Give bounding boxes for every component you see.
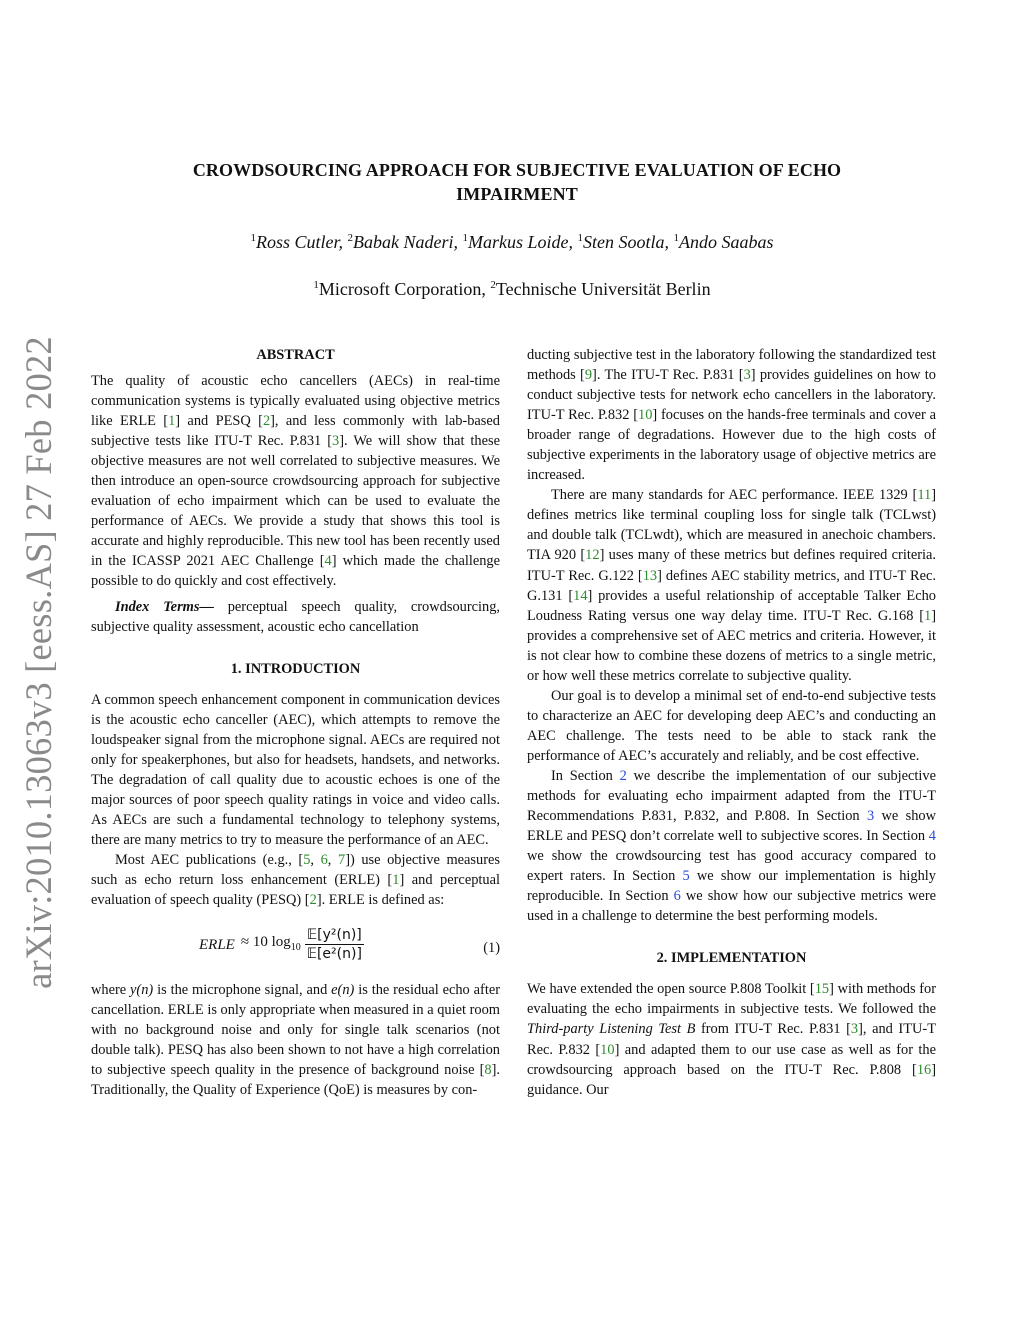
citation-link[interactable]: 1 — [392, 872, 400, 889]
paragraph: ducting subjective test in the laboratory following the standardized test methods [9]. The ITU-T Rec. P.831 [3] provides guidelines on how to conduct subjective tests for network echo cancellers in the laboratory. ITU-T Rec. P.832 [10] focuses on the hands-free terminals and cover a broader range of degradations. However due to the high costs of subjective experiments in the laboratory usage of objective metrics are increased. — [527, 347, 936, 484]
section-heading-introduction: 1. INTRODUCTION — [230, 660, 361, 677]
title-line: CROWDSOURCING APPROACH FOR SUBJECTIVE EVALUATION OF ECHO — [192, 160, 842, 180]
index-terms: Index Terms— perceptual speech quality, crowdsourcing, subjective quality assessment, acoustic echo cancellation — [91, 598, 501, 635]
paragraph: We have extended the open source P.808 Toolkit [15] with methods for evaluating the echo impairments in subjective tests. We followed the Third-party Listening Test B from ITU-T Rec. P.831 [3], and ITU-T Rec. P.832 [10] and adapted them to our use case as well as for the crowdsourcing approach based on the ITU-T Rec. P.808 [16] guidance. Our — [527, 981, 936, 1098]
citation-link[interactable]: 4 — [324, 553, 332, 570]
abstract-text: The quality of acoustic echo cancellers (AECs) in real-time communication systems is typically evaluated using objective metrics like ERLE [1] and PESQ [2], and less commonly with lab-based subjective tests like ITU-T Rec. P.831 [3]. We will show that these objective measures are not well correlated to subjective measures. We then introduce an open-source crowdsourcing approach for subjective evaluation of echo impairment which can be used to evaluate the performance of AECs. We provide a study that shows this tool is accurate and highly reproducible. This new tool has been recently used in the ICASSP 2021 AEC Challenge [4] which made the challenge possible to do quickly and cost effectively. — [91, 373, 500, 590]
citation-link[interactable]: 10 — [638, 407, 653, 424]
citation-link[interactable]: 11 — [917, 487, 932, 504]
paper-title — [120, 158, 914, 206]
section-link[interactable]: 2 — [619, 767, 627, 784]
citation-link[interactable]: 5 — [303, 851, 311, 868]
section-link[interactable]: 3 — [866, 808, 875, 825]
arxiv-identifier-stamp — [12, 336, 64, 989]
citation-link[interactable]: 3 — [850, 1021, 859, 1038]
citation-link[interactable]: 16 — [916, 1061, 932, 1078]
citation-link[interactable]: 2 — [309, 892, 317, 909]
author-name: Ross Cutler, — [255, 232, 343, 252]
section-heading-implementation: 2. IMPLEMENTATION — [656, 950, 807, 967]
affiliation-marker: 1 — [313, 279, 319, 291]
equation-lhs: ERLE — [199, 936, 235, 953]
citation-link[interactable]: 15 — [814, 981, 830, 998]
citation-link[interactable]: 6 — [320, 851, 328, 868]
citation-link[interactable]: 10 — [600, 1041, 615, 1058]
author-list — [100, 231, 924, 253]
right-column — [527, 345, 936, 1100]
citation-link[interactable]: 3 — [743, 367, 751, 384]
author-name: Sten Sootla, — [583, 232, 669, 252]
paragraph: where y(n) is the microphone signal, and e(n) is the residual echo after cancellation. ERLE is only appropriate when measured in a quiet room with no background noise and only for single talk scenarios (not double talk). PESQ has also been shown to not have a high correlation to subjective speech quality in the presence of background noise [8]. Traditionally, the Quality of Experience (QoE) is measures by con- — [91, 982, 500, 1099]
italic-phrase: Third-party Listening Test B — [527, 1021, 696, 1038]
citation-link[interactable]: 7 — [337, 851, 346, 868]
paragraph: Most AEC publications (e.g., [5, 6, 7]) use objective measures such as echo return loss enhancement (ERLE) [1] and perceptual evaluation of speech quality (PESQ) [2]. ERLE is defined as: — [91, 851, 500, 909]
paragraph: A common speech enhancement component in communication devices is the acoustic echo canceller (AEC), which attempts to remove the loudspeaker signal from the microphone signal. AECs are required not only for speakerphones, but also for headsets, handsets, and networks. The degradation of call quality due to acoustic echoes is one of the major sources of poor speech quality ratings in voice and video calls. As AECs are such a fundamental technology to telephony systems, there are many metrics to try to measure the performance of an AEC. — [91, 691, 500, 848]
citation-link[interactable]: 1 — [168, 413, 176, 430]
paragraph: In Section 2 we describe the implementation of our subjective methods for evaluating echo impairment adapted from the ITU-T Recommendations P.831, P.832, and P.808. In Section 3 we show ERLE and PESQ don’t correlate well to subjective scores. In Section 4 we show the crowdsourcing test has good accuracy compared to expert raters. In Section 5 we show our implementation is highly reproducible. In Section 6 we show how our subjective metrics were used in a challenge to determine the best performing models. — [527, 767, 936, 925]
affiliation-marker: 2 — [490, 279, 496, 291]
abstract-heading: ABSTRACT — [256, 347, 335, 363]
equation-denominator: 𝔼[e²(n)] — [306, 946, 362, 963]
index-terms-label: Index Terms— — [115, 598, 214, 615]
equation-body — [199, 926, 364, 963]
affiliation-marker: 1 — [462, 232, 468, 244]
section-link[interactable]: 6 — [673, 888, 681, 905]
affiliation-marker: 1 — [577, 232, 583, 244]
author-name: Babak Naderi, — [353, 232, 458, 252]
citation-link[interactable]: 3 — [332, 433, 340, 450]
erle-equation — [91, 916, 500, 972]
affiliation-marker: 1 — [673, 232, 679, 244]
affiliation-marker: 2 — [347, 232, 353, 244]
left-column — [91, 345, 500, 1100]
section-link[interactable]: 4 — [928, 828, 936, 845]
equation-approx: ≈ 10 $\log_{10}$ — [240, 933, 301, 953]
author-name: Ando Saabas — [679, 232, 774, 252]
affiliation-name: Technische Universität Berlin — [495, 279, 711, 299]
equation-fraction — [305, 926, 364, 963]
title-line: IMPAIRMENT — [456, 184, 578, 204]
equation-numerator: 𝔼[y²(n)] — [306, 927, 362, 944]
section-link[interactable]: 5 — [682, 868, 690, 885]
paragraph: Our goal is to develop a minimal set of end-to-end subjective tests to characterize an AEC for developing deep AEC’s and conducting an AEC challenge. The tests need to be able to stack rank the performance of AEC’s accurately and reliably, and be cost effective. — [527, 687, 936, 764]
citation-link[interactable]: 2 — [262, 413, 271, 430]
affiliation-list — [100, 278, 924, 300]
equation-number: (1) — [483, 940, 500, 957]
citation-link[interactable]: 13 — [642, 567, 658, 584]
affiliation-marker: 1 — [250, 232, 256, 244]
citation-link[interactable]: 14 — [573, 587, 588, 604]
paragraph: There are many standards for AEC performance. IEEE 1329 [11] defines metrics like terminal coupling loss for single talk (TCLwst) and double talk (TCLwdt), which are measured in anechoic chambers. TIA 920 [12] uses many of these metrics but defines required criteria. ITU-T Rec. G.122 [13] defines AEC stability metrics, and ITU-T Rec. G.131 [14] provides a useful relationship of acceptable Talker Echo Loudness Rating versus one way delay time. ITU-T Rec. G.168 [1] provides a comprehensive set of AEC metrics and criteria. However, it is not clear how to combine these dozens of metrics to a single metric, or how well these metrics correlate to subjective quality. — [527, 487, 937, 684]
citation-link[interactable]: 8 — [484, 1062, 492, 1079]
citation-link[interactable]: 9 — [584, 367, 593, 384]
citation-link[interactable]: 1 — [924, 607, 932, 624]
arxiv-identifier-text: arXiv:2010.13063v3 [eess.AS] 27 Feb 2022 — [17, 336, 59, 989]
affiliation-name: Microsoft Corporation, — [318, 279, 486, 299]
citation-link[interactable]: 12 — [585, 547, 600, 564]
author-name: Markus Loide, — [468, 232, 573, 252]
